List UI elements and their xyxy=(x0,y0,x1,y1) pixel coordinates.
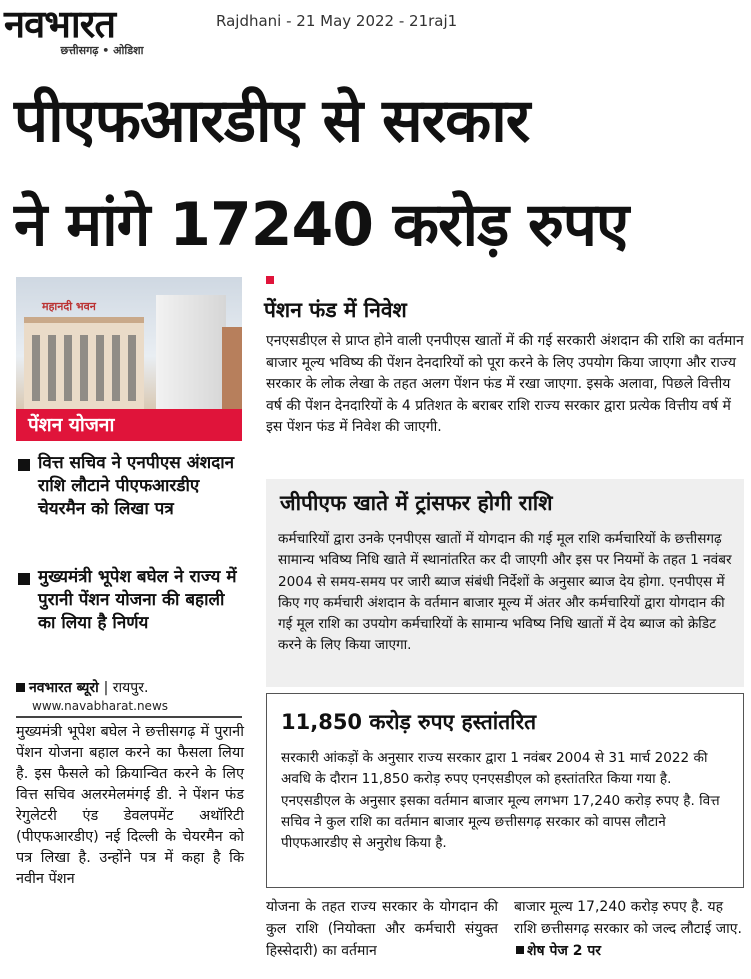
square-bullet-icon xyxy=(516,946,524,954)
byline-place: | रायपुर. xyxy=(103,680,149,696)
logo-title: नवभारत xyxy=(4,2,115,46)
headline-line-1: पीएफआरडीए से सरकार xyxy=(14,86,530,156)
photo-tower xyxy=(156,295,226,409)
section-banner: पेंशन योजना xyxy=(16,409,242,441)
section-title-pension-fund: पेंशन फंड में निवेश xyxy=(264,298,407,322)
square-bullet-icon xyxy=(16,683,25,692)
gpf-transfer-box xyxy=(266,479,744,687)
divider xyxy=(16,716,242,718)
logo-edition: छत्तीसगढ़ • ओडिशा xyxy=(60,44,144,57)
continued-note xyxy=(514,943,601,959)
headline-line-2: ने मांगे 17240 करोड़ रुपए xyxy=(14,190,629,260)
dateline: Rajdhani - 21 May 2022 - 21raj1 xyxy=(216,12,458,30)
continued-label: शेष पेज 2 पर xyxy=(527,943,601,959)
byline-bureau: नवभारत ब्यूरो xyxy=(29,680,99,696)
section-body-transfer: सरकारी आंकड़ों के अनुसार राज्य सरकार द्वारा 1 नवंबर 2004 से 31 मार्च 2022 की अवधि के दौरान 11,850 करोड़ रुपए एनएसडीएल को हस्तांतरित किया गया है. एनएसडीएल के अनुसार इसका वर्तमान बाजार मूल्य लगभग 17,240 करोड़ रुपए है. वित्त सचिव ने कुल राशि का वर्तमान बाजार मूल्य छत्तीसगढ़ सरकार को वापस लौटाने पीएफआरडीए से अनुरोध किया है. xyxy=(281,750,720,852)
transfer-amount-box xyxy=(266,693,744,888)
right-column-body: बाजार मूल्य 17,240 करोड़ रुपए है. यह राशि छत्तीसगढ़ सरकार को जल्द लौटाई जाए. xyxy=(514,899,742,937)
newspaper-logo xyxy=(4,4,200,60)
section-body-pension-fund: एनएसडीएल से प्राप्त होने वाली एनपीएस खातों में की गई सरकारी अंशदान की राशि का वर्तमान बाजार मूल्य भविष्य की पेंशन देनदारियों को पूरा करने के लिए उपयोग किया जाएगा और राज्य सरकार के लोक लेखा के तहत अलग पेंशन फंड में रखा जाएगा. इसके अलावा, पिछले वित्तीय वर्ष की पेंशन देनदारियों के 4 प्रतिशत के बराबर राशि राज्य सरकार द्वारा प्रत्येक वित्तीय वर्ष में इस पेंशन फंड में निवेश की जाएगी. xyxy=(266,333,744,435)
section-title-gpf: जीपीएफ खाते में ट्रांसफर होगी राशि xyxy=(280,491,553,515)
left-column-text: मुख्यमंत्री भूपेश बघेल ने छत्तीसगढ़ में पुरानी पेंशन योजना बहाल करने का फैसला लिया है. इस फैसले को क्रियान्वित करने के लिए वित्त सचिव अलरमेलमंगई डी. ने पेंशन फंड रेगुलेटरी एंड डेवलपमेंट अथॉरिटी (पीएफआरडीए) नई दिल्ली के चेयरमैन को पत्र लिखा है. उन्होंने पत्र में कहा है कि नवीन पेंशन xyxy=(16,724,244,887)
red-marker-icon xyxy=(266,276,274,284)
photo-building-right xyxy=(222,327,242,409)
photo-building-left xyxy=(24,317,144,409)
bullet-point: मुख्यमंत्री भूपेश बघेल ने राज्य में पुरानी पेंशन योजना की बहाली का लिया है निर्णय xyxy=(16,566,242,635)
section-title-transfer: 11,850 करोड़ रुपए हस्तांतरित xyxy=(281,710,537,734)
photo-sign: महानदी भवन xyxy=(42,300,96,313)
bullet-point: वित्त सचिव ने एनपीएस अंशदान राशि लौटाने पीएफआरडीए चेयरमैन को लिखा पत्र xyxy=(16,452,242,521)
right-column-text xyxy=(514,896,746,962)
building-photo xyxy=(16,277,242,409)
byline xyxy=(16,678,148,698)
middle-column-text: योजना के तहत राज्य सरकार के योगदान की कुल राशि (नियोक्ता और कर्मचारी संयुक्त हिस्सेदारी) का वर्तमान xyxy=(266,899,498,959)
website-url: www.navabharat.news xyxy=(32,699,169,713)
masthead xyxy=(0,0,751,64)
section-body-gpf: कर्मचारियों द्वारा उनके एनपीएस खातों में योगदान की गई मूल राशि कर्मचारियों के छत्तीसगढ़ सामान्य भविष्य निधि खाते में स्थानांतरित कर दी जाएगी और इस पर नियमों के तहत 1 नवंबर 2004 से समय-समय पर जारी ब्याज संबंधी निर्देशों के अनुसार ब्याज देय होगा. एनपीएस में किए गए कर्मचारी अंशदान के वर्तमान बाजार मूल्य में अंतर और कर्मचारियों द्वारा योगदान की गई मूल राशि का उपयोग कर्मचारियों के सामान्य भविष्य निधि खातों में देय ब्याज को क्रेडिट करने के लिए किया जाएगा. xyxy=(278,531,732,654)
